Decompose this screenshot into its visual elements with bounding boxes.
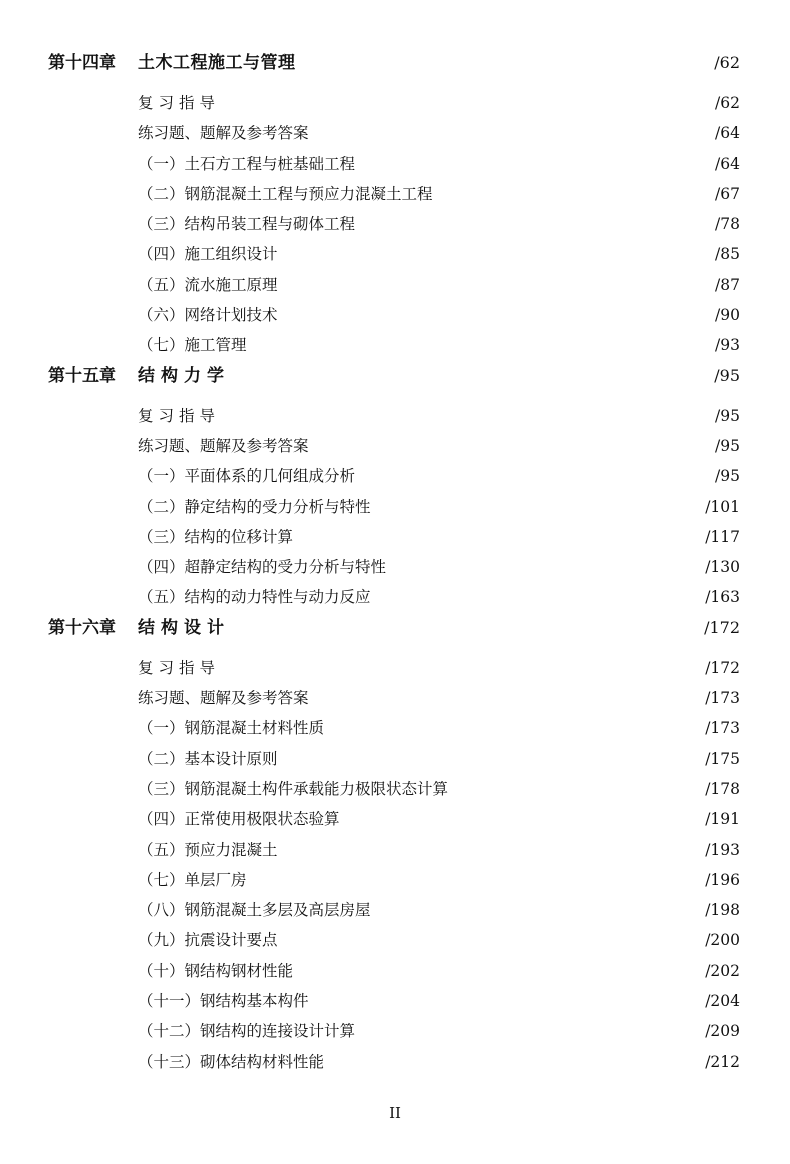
entry-title: （四）施工组织设计 — [138, 245, 278, 264]
toc-entry — [0, 118, 790, 148]
chapter-heading — [0, 361, 790, 399]
entry-title: （三）结构吊装工程与砌体工程 — [138, 215, 356, 234]
chapter-page: /172 — [704, 617, 740, 637]
toc-entry — [0, 179, 790, 209]
entry-page: /209 — [705, 1022, 740, 1041]
toc-entry — [0, 300, 790, 330]
toc-entry — [0, 683, 790, 713]
chapter-number: 第十六章 — [48, 617, 116, 638]
entry-page: /172 — [705, 658, 740, 677]
table-of-contents — [0, 48, 790, 1077]
entry-page: /62 — [715, 94, 740, 112]
entry-page: /212 — [705, 1052, 740, 1071]
entry-title: 复习指导 — [138, 406, 221, 425]
entry-title: （五）结构的动力特性与动力反应 — [138, 588, 371, 607]
entry-title: （十二）钢结构的连接设计计算 — [138, 1022, 356, 1041]
toc-entry — [0, 895, 790, 925]
toc-entry — [0, 88, 790, 118]
entry-page: /87 — [715, 275, 740, 294]
entry-page: /64 — [715, 154, 740, 173]
entry-page: /85 — [715, 245, 740, 264]
entry-page: /163 — [705, 588, 740, 607]
entry-title: （八）钢筋混凝土多层及高层房屋 — [138, 901, 371, 920]
entry-page: /198 — [705, 901, 740, 920]
entry-title: （三）结构的位移计算 — [138, 527, 294, 546]
toc-entry — [0, 835, 790, 865]
entry-page: /95 — [715, 436, 740, 455]
entry-page: /204 — [705, 992, 740, 1011]
chapter-heading — [0, 48, 790, 86]
toc-entry — [0, 865, 790, 895]
toc-entry — [0, 774, 790, 804]
chapter-title: 结构力学 — [138, 365, 230, 386]
entry-title: 复习指导 — [138, 658, 221, 677]
entry-title: （二）静定结构的受力分析与特性 — [138, 497, 371, 516]
toc-entry — [0, 209, 790, 239]
entry-title: （一）平面体系的几何组成分析 — [138, 467, 356, 486]
entry-title: （一）土石方工程与桩基础工程 — [138, 154, 356, 173]
entry-title: 复习指导 — [138, 94, 221, 112]
page-folio: II — [389, 1104, 401, 1122]
entry-title: 练习题、题解及参考答案 — [138, 689, 309, 708]
toc-entry — [0, 582, 790, 612]
toc-entry — [0, 744, 790, 774]
entry-page: /173 — [705, 689, 740, 708]
chapter-number: 第十五章 — [48, 365, 116, 386]
toc-entry — [0, 653, 790, 683]
entry-page: /196 — [705, 870, 740, 889]
chapter-page: /95 — [714, 365, 740, 385]
entry-title: （十）钢结构钢材性能 — [138, 961, 294, 980]
entry-title: （十三）砌体结构材料性能 — [138, 1052, 325, 1071]
entry-title: （七）单层厂房 — [138, 870, 247, 889]
entry-title: （一）钢筋混凝土材料性质 — [138, 719, 325, 738]
entry-title: 练习题、题解及参考答案 — [138, 436, 309, 455]
entry-page: /178 — [705, 779, 740, 798]
toc-entry — [0, 401, 790, 431]
entry-page: /101 — [705, 497, 740, 516]
chapter-page: /62 — [714, 53, 740, 72]
entry-title: 练习题、题解及参考答案 — [138, 124, 309, 143]
chapter-title: 土木工程施工与管理 — [138, 53, 296, 73]
entry-page: /130 — [705, 558, 740, 577]
entry-title: （十一）钢结构基本构件 — [138, 992, 309, 1011]
entry-page: /175 — [705, 749, 740, 768]
toc-entry — [0, 925, 790, 955]
toc-entry — [0, 552, 790, 582]
chapter-heading — [0, 613, 790, 651]
entry-page: /64 — [715, 124, 740, 143]
entry-title: （四）超静定结构的受力分析与特性 — [138, 558, 387, 577]
entry-page: /95 — [715, 467, 740, 486]
entry-page: /93 — [715, 336, 740, 355]
toc-entry — [0, 713, 790, 743]
entry-title: （九）抗震设计要点 — [138, 931, 278, 950]
toc-entry — [0, 522, 790, 552]
chapter-title: 结构设计 — [138, 617, 230, 638]
entry-title: （六）网络计划技术 — [138, 306, 278, 325]
toc-entry — [0, 149, 790, 179]
toc-entry — [0, 956, 790, 986]
toc-entry — [0, 804, 790, 834]
toc-entry — [0, 431, 790, 461]
entry-title: （二）基本设计原则 — [138, 749, 278, 768]
chapter-number: 第十四章 — [48, 53, 116, 73]
toc-entry — [0, 1047, 790, 1077]
entry-title: （五）流水施工原理 — [138, 275, 278, 294]
entry-title: （五）预应力混凝土 — [138, 840, 278, 859]
toc-entry — [0, 270, 790, 300]
entry-page: /117 — [705, 527, 740, 546]
toc-entry — [0, 330, 790, 360]
entry-page: /78 — [715, 215, 740, 234]
entry-page: /67 — [715, 184, 740, 203]
toc-entry — [0, 461, 790, 491]
entry-page: /90 — [715, 306, 740, 325]
entry-title: （三）钢筋混凝土构件承载能力极限状态计算 — [138, 779, 449, 798]
entry-page: /202 — [705, 961, 740, 980]
entry-page: /191 — [705, 810, 740, 829]
entry-page: /173 — [705, 719, 740, 738]
toc-entry — [0, 1016, 790, 1046]
entry-page: /95 — [715, 406, 740, 425]
toc-entry — [0, 492, 790, 522]
entry-page: /200 — [705, 931, 740, 950]
entry-page: /193 — [705, 840, 740, 859]
toc-entry — [0, 986, 790, 1016]
entry-title: （四）正常使用极限状态验算 — [138, 810, 340, 829]
toc-entry — [0, 239, 790, 269]
entry-title: （二）钢筋混凝土工程与预应力混凝土工程 — [138, 184, 433, 203]
entry-title: （七）施工管理 — [138, 336, 247, 355]
